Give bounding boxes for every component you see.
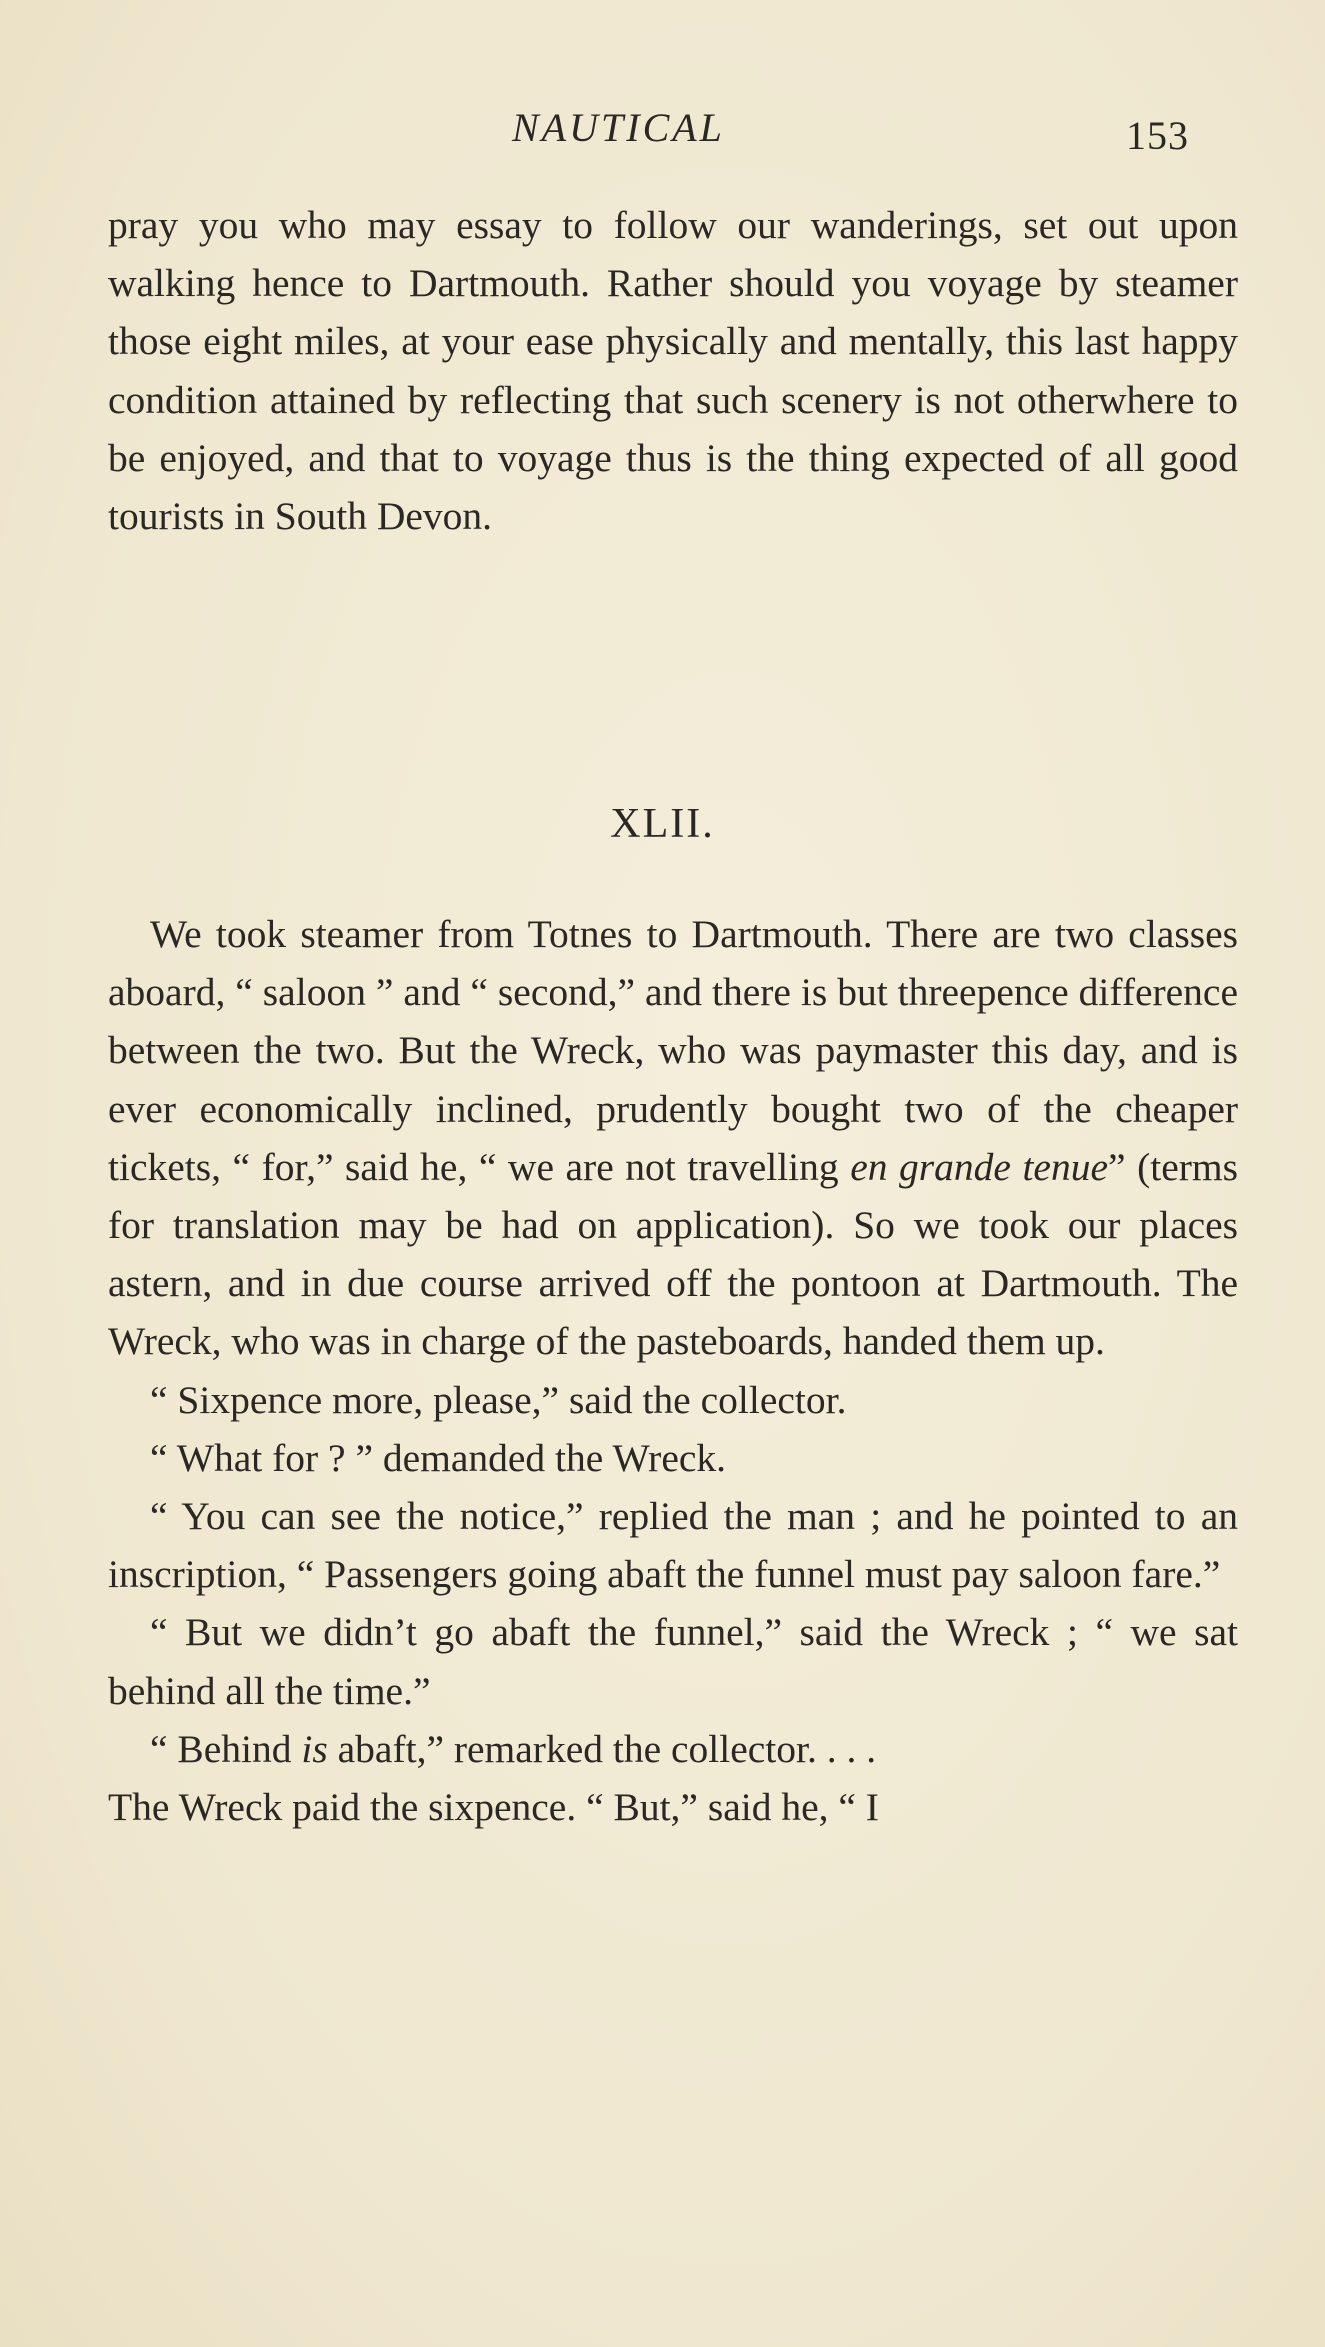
paragraph: “ But we didn’t go abaft the funnel,” said the Wreck ; “ we sat behind all the time.”: [108, 1610, 1238, 1713]
section-text-block: [108, 905, 1238, 1836]
text-block-continued: [108, 196, 1238, 545]
paragraph-text: ” (terms for translation may be had on application). So we took our places astern, and in due course arrived off the pontoon at Dartmouth. The Wreck, who was in charge of the pasteboards, handed them up.: [108, 1144, 1238, 1364]
paragraph-text: We took steamer from Totnes to Dartmouth. There are two classes aboard, “ saloon ” and “ second,” and there is but threepence difference between the two. But the Wreck, who was paymaster this day, and is ever economically inclined, prudently bought two of the cheaper tickets, “ for,” said he, “ we are not travelling: [108, 912, 1238, 1189]
italic-word: is: [301, 1726, 328, 1771]
paragraph: “ Sixpence more, please,” said the collector.: [150, 1377, 847, 1422]
paragraph: [108, 905, 1238, 1371]
paragraph: pray you who may essay to follow our wanderings, set out upon walking hence to Dartmouth. Rather should you voyage by steamer those eight miles, at your ease physically and mentally, this last happy condition attained by reflecting that such scenery is not otherwhere to be enjoyed, and that to voyage thus is the thing expected of all good tourists in South Devon.: [108, 203, 1238, 539]
running-head: NAUTICAL: [512, 105, 725, 150]
italic-phrase: en grande tenue: [850, 1144, 1108, 1189]
paragraph: [108, 1720, 1238, 1778]
paragraph: “ You can see the notice,” replied the man ; and he pointed to an inscription, “ Passengers going abaft the funnel must pay saloon fare.”: [108, 1494, 1238, 1597]
page-number: 153: [1126, 113, 1189, 158]
paragraph: “ What for ? ” demanded the Wreck.: [150, 1435, 727, 1480]
section-heading: XLII.: [610, 801, 715, 847]
paragraph-text: “ Behind: [150, 1726, 302, 1771]
paragraph-text: abaft,” remarked the collector. . . .: [327, 1726, 877, 1771]
paragraph: The Wreck paid the sixpence. “ But,” said he, “ I: [108, 1785, 879, 1830]
page-header: [0, 100, 1325, 160]
